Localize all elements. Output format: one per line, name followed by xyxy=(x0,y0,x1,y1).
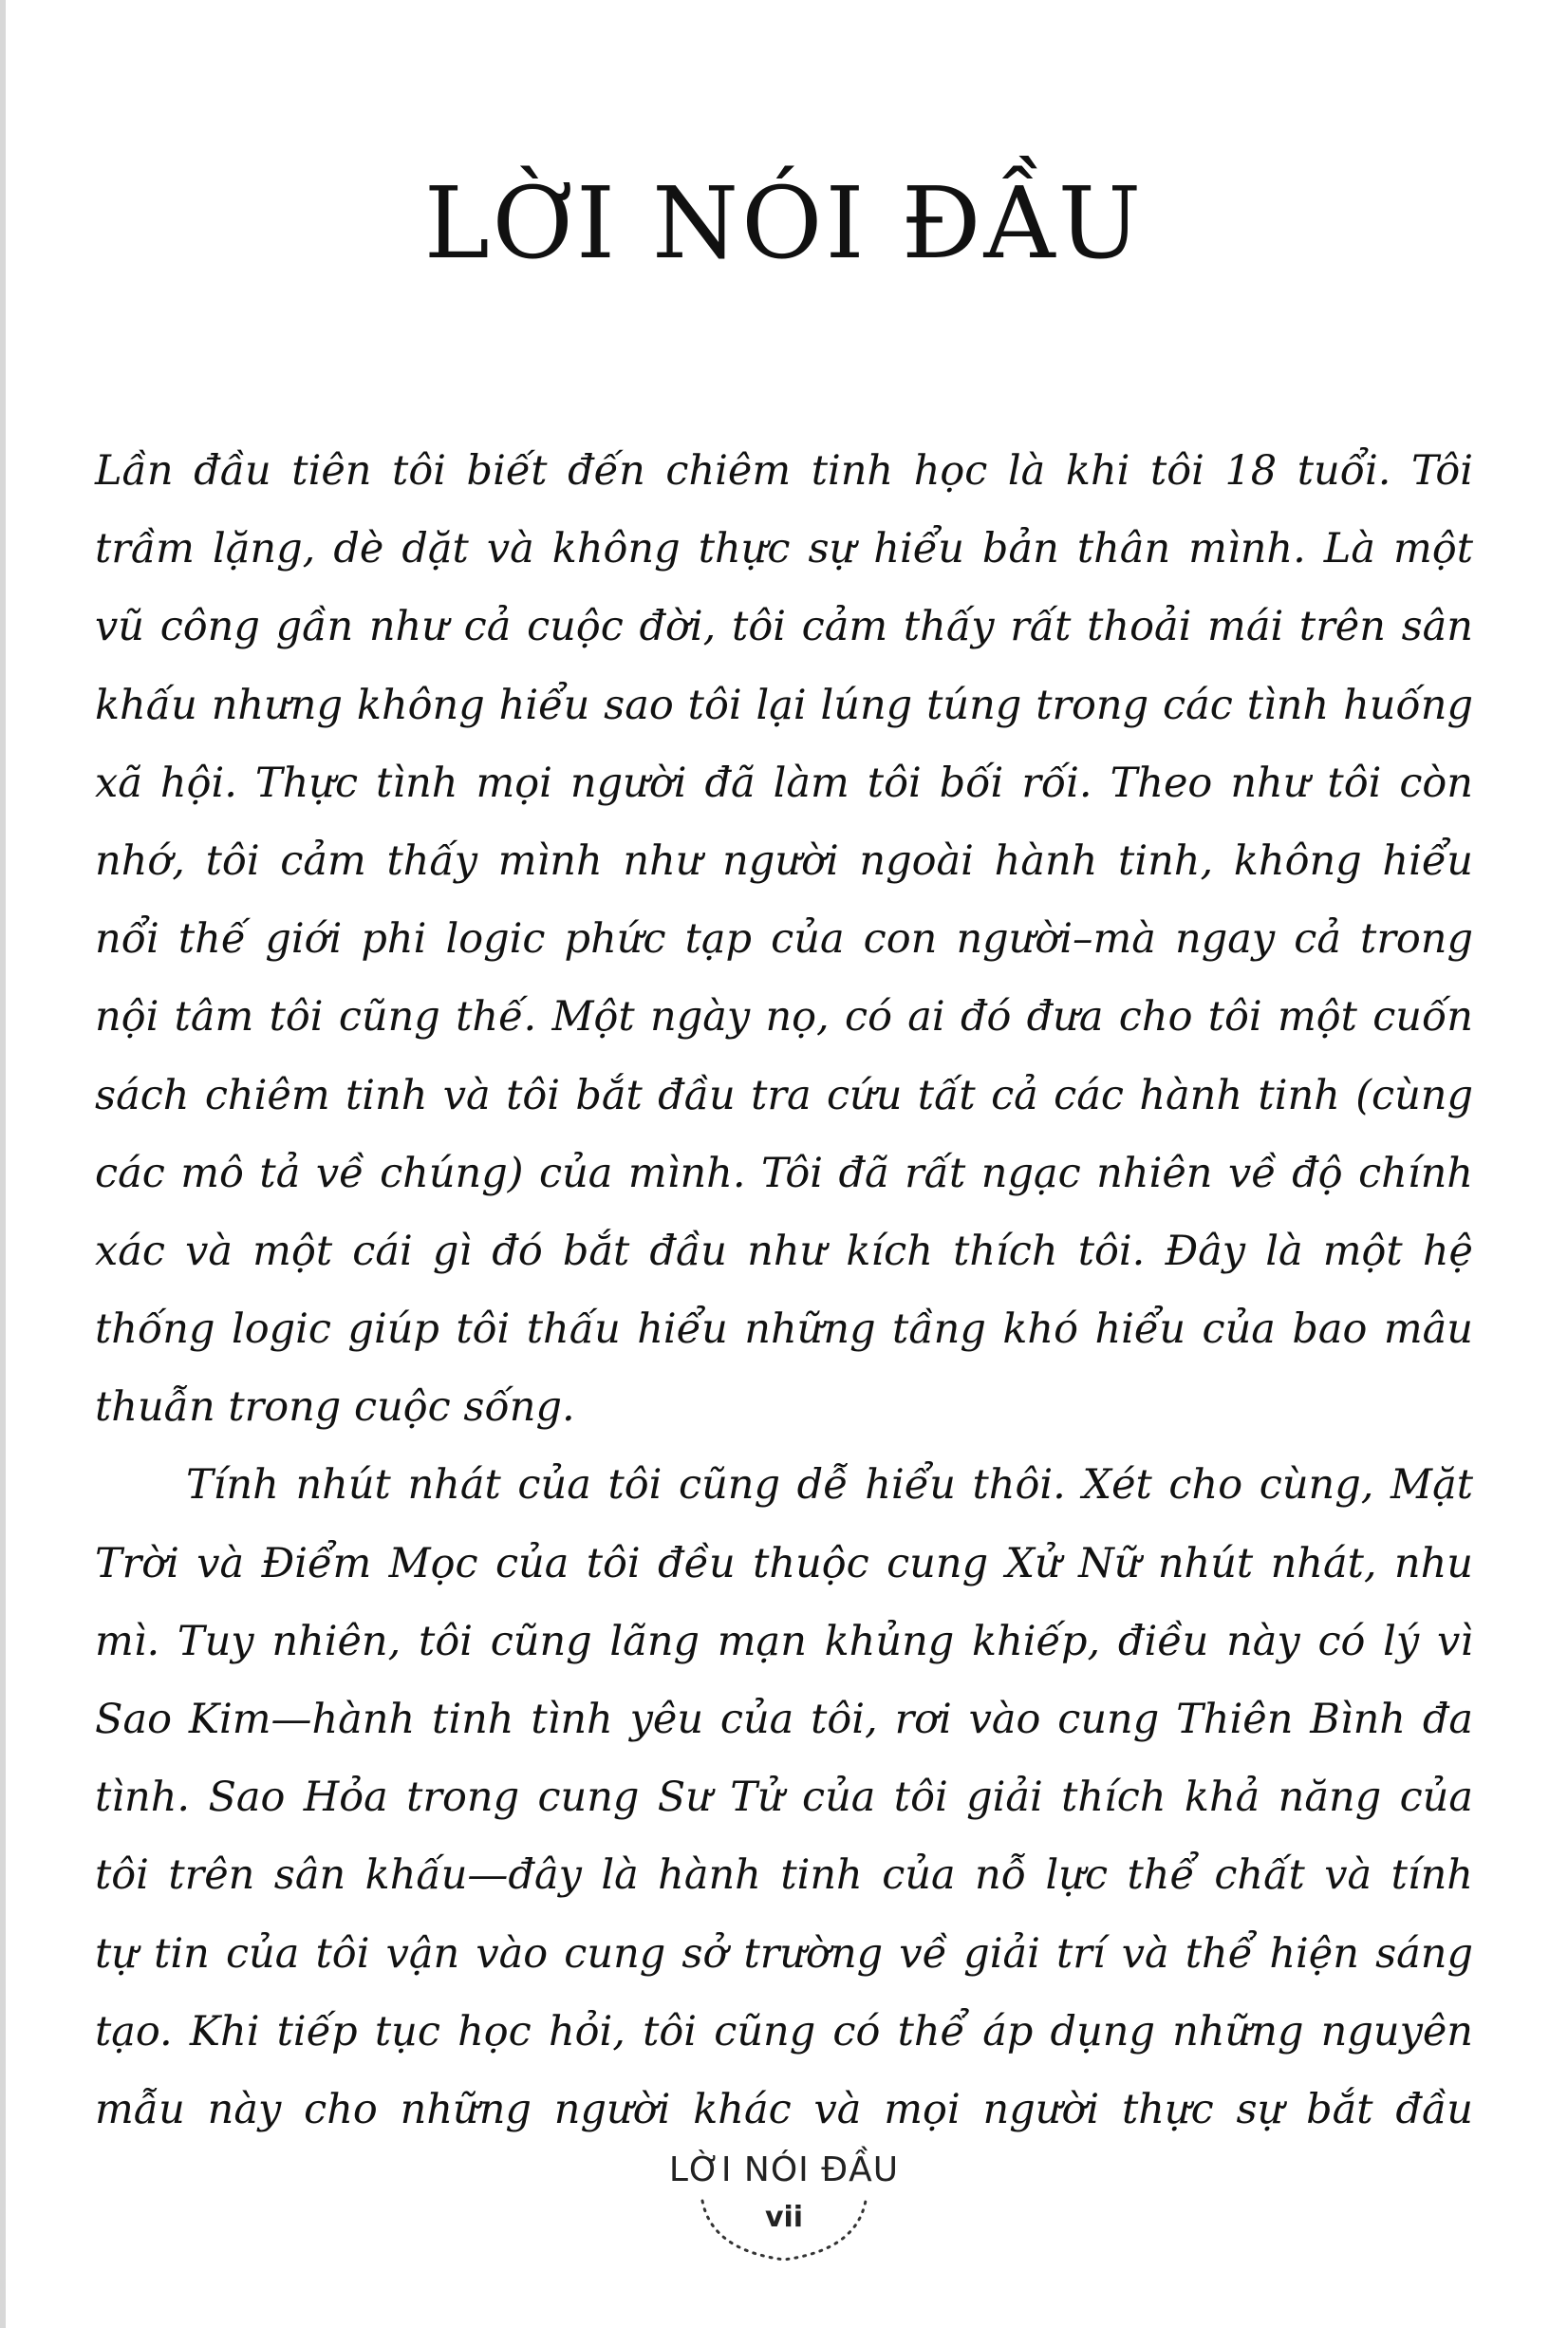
text-line: các mô tả về chúng) của mình. Tôi đã rất ngạc nhiên về độ chính xyxy=(95,1149,1473,1197)
text-line: khấu nhưng không hiểu sao tôi lại lúng túng trong các tình huống xyxy=(95,681,1473,729)
text-line: thống logic giúp tôi thấu hiểu những tầng khó hiểu của bao mâu xyxy=(95,1305,1473,1354)
text-line: trầm lặng, dè dặt và không thực sự hiểu bản thân mình. Là một xyxy=(95,525,1473,573)
text-line: vũ công gần như cả cuộc đời, tôi cảm thấy rất thoải mái trên sân xyxy=(95,603,1473,651)
text-line: xác và một cái gì đó bắt đầu như kích thích tôi. Đây là một hệ xyxy=(95,1227,1473,1275)
text-line: mẫu này cho những người khác và mọi người thực sự bắt đầu xyxy=(95,2085,1473,2133)
text-line: Sao Kim—hành tinh tình yêu của tôi, rơi vào cung Thiên Bình đa xyxy=(95,1696,1473,1743)
paragraph-1 xyxy=(95,432,1473,1446)
body-text xyxy=(95,432,1473,2149)
text-line: tôi trên sân khấu—đây là hành tinh của nỗ lực thể chất và tính xyxy=(95,1851,1473,1900)
page-edge-shadow xyxy=(0,0,6,2328)
text-line: Lần đầu tiên tôi biết đến chiêm tinh học là khi tôi 18 tuổi. Tôi xyxy=(95,447,1473,495)
running-footer-title: LỜI NÓI ĐẦU xyxy=(668,2150,900,2189)
text-line: tạo. Khi tiếp tục học hỏi, tôi cũng có thể áp dụng những nguyên xyxy=(95,2007,1473,2056)
text-line: nội tâm tôi cũng thế. Một ngày nọ, có ai đó đưa cho tôi một cuốn xyxy=(95,993,1473,1042)
text-line: Tính nhút nhát của tôi cũng dễ hiểu thôi. Xét cho cùng, Mặt xyxy=(186,1461,1473,1510)
page-number: vii xyxy=(764,2201,804,2234)
text-line: xã hội. Thực tình mọi người đã làm tôi bối rối. Theo như tôi còn xyxy=(95,759,1473,807)
text-line: nhớ, tôi cảm thấy mình như người ngoài hành tinh, không hiểu xyxy=(95,836,1473,885)
text-line: Trời và Điểm Mọc của tôi đều thuộc cung Xử Nữ nhút nhát, nhu xyxy=(95,1539,1473,1587)
text-line: sách chiêm tinh và tôi bắt đầu tra cứu tất cả các hành tinh (cùng xyxy=(95,1071,1473,1119)
page-title: LỜI NÓI ĐẦU xyxy=(423,165,1145,281)
text-line: nổi thế giới phi logic phức tạp của con người–mà ngay cả trong xyxy=(95,915,1473,964)
text-line: tự tin của tôi vận vào cung sở trường về giải trí và thể hiện sáng xyxy=(95,1929,1473,1978)
text-line: thuẫn trong cuộc sống. xyxy=(95,1383,575,1432)
text-line: tình. Sao Hỏa trong cung Sư Tử của tôi giải thích khả năng của xyxy=(95,1774,1473,1822)
paragraph-2 xyxy=(95,1446,1473,2149)
text-line: mì. Tuy nhiên, tôi cũng lãng mạn khủng khiếp, điều này có lý vì xyxy=(95,1617,1473,1665)
